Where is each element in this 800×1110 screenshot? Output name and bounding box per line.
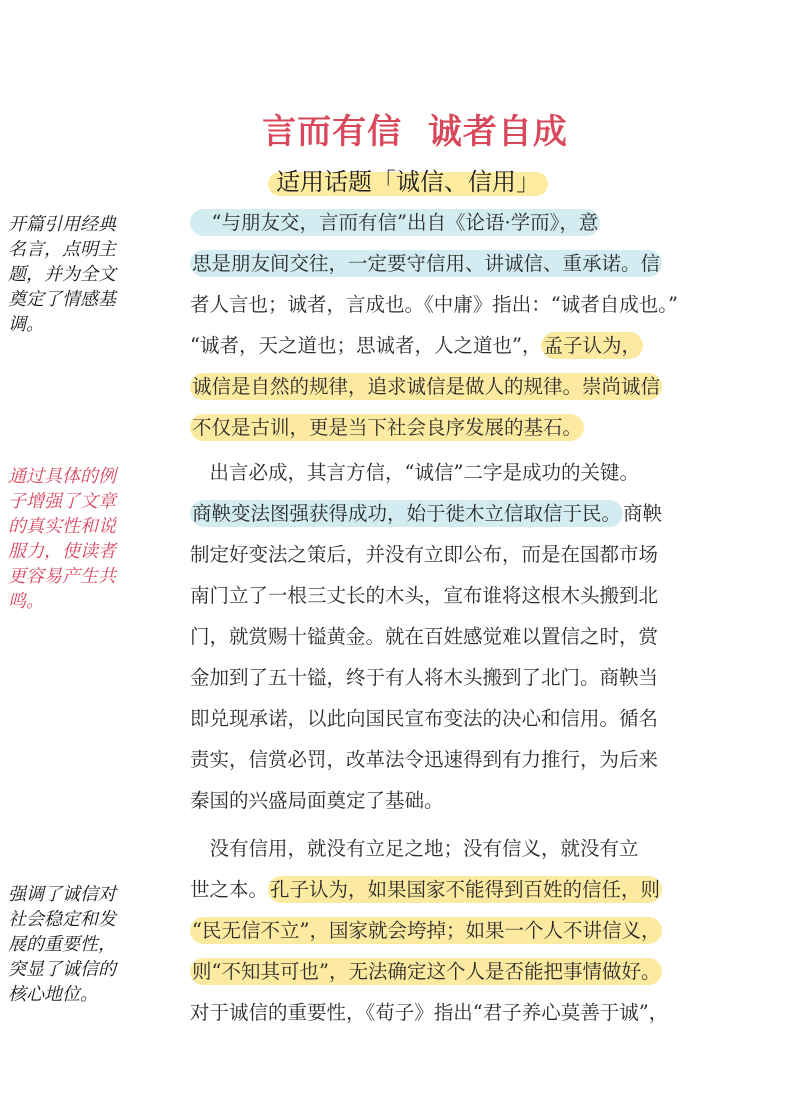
text-segment: 对于诚信的重要性，《荀子》指出“君子养心莫善于诚”， xyxy=(190,1001,669,1024)
note-line: 核心地位。 xyxy=(8,984,98,1005)
text-line xyxy=(190,575,720,616)
highlighted-text: 孟子认为， xyxy=(543,334,641,357)
highlighted-text: “与朋友交，言而有信”出自《论语·学而》，意 xyxy=(192,211,599,234)
text-line xyxy=(190,616,720,657)
highlighted-text: 孔子认为，如果国家不能得到百姓的信任，则 xyxy=(270,878,661,901)
text-line xyxy=(190,910,720,951)
note-line: 社会稳定和发 xyxy=(8,909,116,930)
text-segment: 出言必成，其言方信，“诚信”二字是成功的关键。 xyxy=(190,461,639,484)
text-line xyxy=(190,243,720,284)
text-line xyxy=(190,325,720,366)
note-line: 更容易产生共 xyxy=(8,566,116,587)
note-line: 鸣。 xyxy=(8,591,44,612)
text-line xyxy=(190,284,720,325)
text-segment: 制定好变法之策后，并没有立即公布，而是在国都市场 xyxy=(190,543,659,566)
highlighted-text: 思是朋友间交往，一定要守信用、讲诚信、重承诺。信 xyxy=(192,252,661,275)
text-line xyxy=(190,493,720,534)
text-line xyxy=(190,780,720,821)
note-line: 调。 xyxy=(8,314,44,335)
note-line: 题，并为全文 xyxy=(8,264,116,285)
note-line: 子增强了文章 xyxy=(8,491,116,512)
note-line: 服力，使读者 xyxy=(8,541,116,562)
text-line xyxy=(190,407,720,448)
article-title: 言而有信 诚者自成 xyxy=(262,112,568,152)
note-line: 奠定了情感基 xyxy=(8,289,116,310)
text-segment: “诚者，天之道也；思诚者，人之道也”， xyxy=(190,334,542,357)
text-line xyxy=(190,869,720,910)
text-line xyxy=(190,202,720,243)
text-line xyxy=(190,828,720,869)
note-line: 突显了诚信的 xyxy=(8,959,116,980)
text-line xyxy=(190,739,720,780)
margin-note-example xyxy=(8,464,158,614)
highlighted-text: 商鞅变法图强获得成功，始于徙木立信取信于民。 xyxy=(192,502,622,525)
text-segment: 门，就赏赐十镒黄金。就在百姓感觉难以置信之时，赏 xyxy=(190,625,659,648)
subtitle: 适用话题「诚信、信用」 xyxy=(276,168,540,196)
highlighted-text: 则“不知其可也”，无法确定这个人是否能把事情做好。 xyxy=(192,960,661,983)
note-line: 强调了诚信对 xyxy=(8,884,116,905)
note-line: 名言，点明主 xyxy=(8,239,116,260)
text-line xyxy=(190,534,720,575)
paragraph-3 xyxy=(190,828,720,1033)
note-line: 通过具体的例 xyxy=(8,466,116,487)
paragraph-2 xyxy=(190,452,720,821)
text-segment: 金加到了五十镒，终于有人将木头搬到了北门。商鞅当 xyxy=(190,666,659,689)
text-line xyxy=(190,698,720,739)
margin-note-importance xyxy=(8,882,158,1007)
text-line xyxy=(190,366,720,407)
text-line xyxy=(190,992,720,1033)
text-segment: 者人言也；诚者，言成也。《中庸》指出：“诚者自成也。” xyxy=(190,293,678,316)
highlighted-text: “民无信不立”，国家就会垮掉；如果一个人不讲信义， xyxy=(192,919,661,942)
text-segment: 责实，信赏必罚，改革法令迅速得到有力推行，为后来 xyxy=(190,748,659,771)
note-line: 展的重要性， xyxy=(8,934,116,955)
text-segment: 世之本。 xyxy=(190,878,269,901)
text-segment: 秦国的兴盛局面奠定了基础。 xyxy=(190,789,444,812)
text-line xyxy=(190,452,720,493)
highlighted-text: 不仅是古训，更是当下社会良序发展的基石。 xyxy=(192,416,583,439)
highlighted-text: 诚信是自然的规律，追求诚信是做人的规律。崇尚诚信 xyxy=(192,375,661,398)
text-segment: 商鞅 xyxy=(623,502,663,525)
text-line xyxy=(190,951,720,992)
text-segment: 即兑现承诺，以此向国民宣布变法的决心和信用。循名 xyxy=(190,707,659,730)
paragraph-1 xyxy=(190,202,720,448)
note-line: 开篇引用经典 xyxy=(8,214,116,235)
text-segment: 南门立了一根三丈长的木头，宣布谁将这根木头搬到北 xyxy=(190,584,659,607)
note-line: 的真实性和说 xyxy=(8,516,116,537)
text-segment: 没有信用，就没有立足之地；没有信义，就没有立 xyxy=(190,837,639,860)
margin-note-intro xyxy=(8,212,158,337)
subtitle-banner xyxy=(268,164,548,200)
text-line xyxy=(190,657,720,698)
